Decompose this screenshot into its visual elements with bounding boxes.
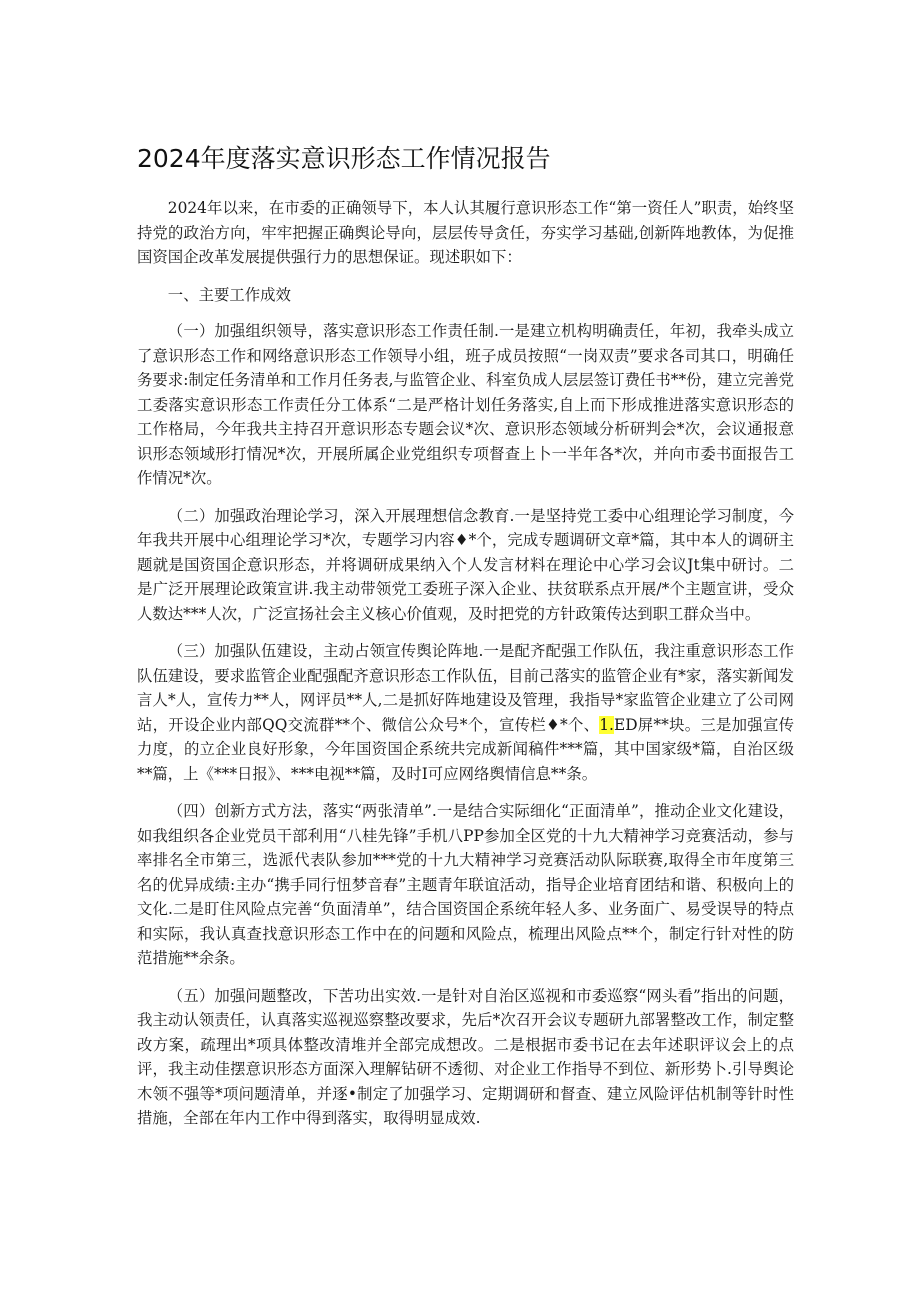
- paragraph-two-lists: （四）创新方式方法，落实“两张清单”.一是结合实际细化“正面清单”，推动企业文化建设，如我组织各企业党员干部利用“八桂先锋”手机八PP参加全区党的十九大精神学习竞赛活动，参与率排名全市第三，选派代表队参加***党的十九大精神学习竞赛活动队际联赛,取得全市年度第三名的优异成绩:主办“携手同行忸梦音春”主题青年联谊活动，指导企业培育团结和谐、积极向上的文化.二是盯住风险点完善“负面清单”，结合国资国企系统年轻人多、业务面广、易受误导的特点和实际，我认真查找意识形态工作中在的问题和风险点，梳理出风险点**个，制定行针对性的防范措施**余条。: [137, 802, 794, 967]
- document-body: [137, 196, 794, 1144]
- section-heading: 一、主要工作成效: [167, 285, 291, 304]
- intro-paragraph: 2024年以来，在市委的正确领导下，本人认其履行意识形态工作“第一资任人”职责，始终坚持党的政治方向，牢牢把握正确舆论导向，层层传导贪任，夯实学习基础,创新阵地教体，为促推国资国企改革发展提供强行力的思想保证。现述职如下：: [137, 199, 794, 266]
- paragraph-theory-study: （二）加强政治理论学习，深入开展理想信念教育.一是坚持党工委中心组理论学习制度，今年我共开展中心组理论学习*次，专题学习内容♦*个，完成专题调研文章*篇，其中本人的调研主题就是国资国企意识形态，并将调研成果纳入个人发言材料在理论中心学习会议Jt集中研讨。二是广泛开展理论政策宣讲.我主动带领党工委班子深入企业、扶贫联系点开展/*个主题宣讲，受众人数达***人次，广泛宣扬社会主义核心价值观，及时把党的方针政策传达到职工群众当中。: [137, 506, 794, 623]
- paragraph-team-building-part1: （三）加强队伍建设，主动占领宣传舆论阵地.一是配齐配强工作队伍，我注重意识形态工作队伍建设，要求监管企业配强配齐意识形态工作队伍，目前己落实的监管企业有*家，落实新闻发言人*人，宣传力**人，网评员**人,二是抓好阵地建设及管理，我指导*家监管企业建立了公司网站，开设企业内部QQ交流群**个、微信公众号*个，宣传栏♦*个、: [137, 642, 794, 734]
- paragraph-rectification: （五）加强问题整改，下苦功出实效.一是针对自治区巡视和市委巡察“网头看”指出的问题，我主动认领责任，认真落实巡视巡察整改要求，先后*次召开会议专题研九部署整改工作，制定整改方案，疏理出*项具体整改清堆并全部完成想改。二是根据市委书记在去年述职评议会上的点评，我主动佳摆意识形态方面深入理解钻研不透彻、对企业工作指导不到位、新形势卜.引导舆论木领不强等*项问题清单，并逐•制定了加强学习、定期调研和督查、建立风险评估机制等针时性措施，全部在年内工作中得到落实，取得明显成效.: [137, 986, 794, 1127]
- paragraph-team-building-part2: ED屏**块。三是加强宣传力度，的立企业良好形象，今年国资国企系统共完成新闻稿件***篇，其中国家级*篇，自治区级**篇，上《***日报》、***电视**篇，及时I可应网络舆情信息**条。: [137, 715, 794, 783]
- paragraph-team-building: [137, 639, 794, 786]
- document-title: 2024年度落实意识形态工作情况报告: [137, 144, 551, 173]
- paragraph-organization: （一）加强组织领导，落实意识形态工作责任制.一是建立机构明确责任，年初，我牵头成立了意识形态工作和网络意识形态工作领导小组，班子成员按照“一岗双责”要求各司其口，明确任务要求:制定任务清单和工作月任务表,与监管企业、科室负成人层层签订费任书**份，建立完善党工委落实意识形态工作责任分工体系“二是严格计划任务落实,自上而下形成推进落实意识形态的工作格局，今年我共主持召开意识形态专题会议*次、意识形态领域分析研判会*次，会议通报意识形态领域形打情况*次，开展所属企业党组织专项督查上卜一半年各*次，并向市委书面报告工作情况*次。: [137, 322, 794, 487]
- highlighted-text: 1.: [599, 715, 614, 734]
